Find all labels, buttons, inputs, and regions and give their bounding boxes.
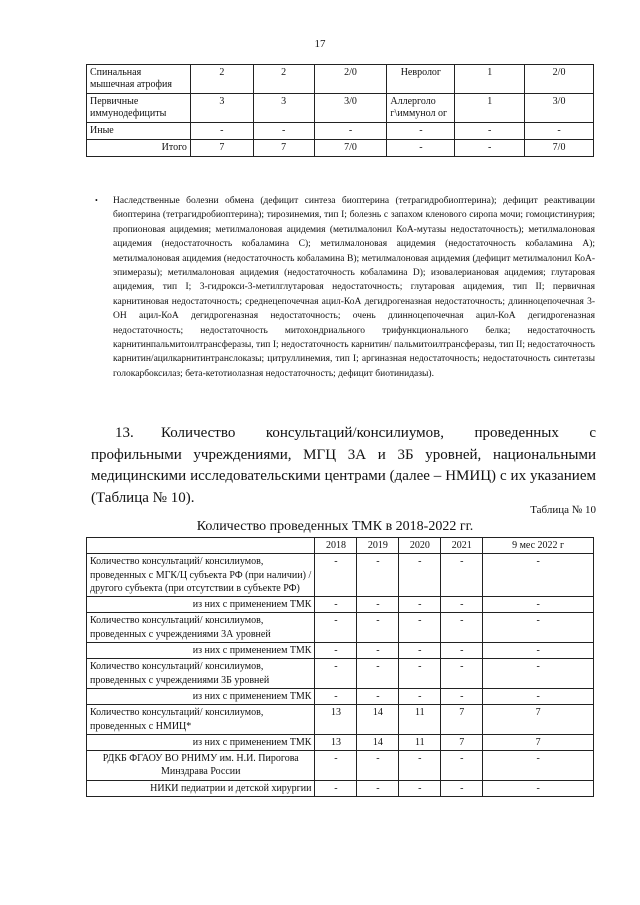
table-row [87, 597, 594, 613]
cell-value: - [315, 643, 357, 659]
table-row [87, 659, 594, 689]
row-label: РДКБ ФГАОУ ВО РНИМУ им. Н.И. Пирогова Минздрава России [87, 751, 315, 781]
table-header-row [87, 538, 594, 554]
section-number: 13. [115, 425, 134, 441]
cell-value: - [441, 613, 483, 643]
cell-value: 3 [190, 94, 253, 123]
cell-value: - [441, 643, 483, 659]
row-label: Количество консультаций/ консилиумов, проведенных с НМИЦ* [87, 705, 315, 735]
row-label: Количество консультаций/ консилиумов, проведенных с МГК/Ц субъекта РФ (при наличии) / другого субъекта (при отсутствии в субъекте РФ) [87, 554, 315, 597]
cell-value: 7 [483, 705, 594, 735]
column-header: 2021 [441, 538, 483, 554]
cell-value: 13 [315, 705, 357, 735]
cell-value: - [357, 780, 399, 796]
cell-value: Невролог [387, 65, 455, 94]
cell-value: - [399, 643, 441, 659]
cell-value: 3/0 [314, 94, 387, 123]
table-row [87, 140, 594, 157]
cell-value: - [483, 688, 594, 704]
cell-value: - [525, 123, 594, 140]
cell-value: 2 [190, 65, 253, 94]
cell-value: - [315, 780, 357, 796]
column-header: 9 мес 2022 г [483, 538, 594, 554]
cell-value: - [441, 659, 483, 689]
cell-value: - [399, 613, 441, 643]
cell-value: - [483, 554, 594, 597]
column-header: 2018 [315, 538, 357, 554]
cell-value: - [315, 554, 357, 597]
table-row [87, 613, 594, 643]
cell-value: - [190, 123, 253, 140]
cell-value: 3 [253, 94, 314, 123]
cell-value: 7 [253, 140, 314, 157]
cell-value: - [399, 659, 441, 689]
cell-value: - [357, 554, 399, 597]
cell-value: - [314, 123, 387, 140]
cell-value: - [387, 123, 455, 140]
cell-value: - [357, 659, 399, 689]
table-row [87, 94, 594, 123]
cell-value: 7 [441, 705, 483, 735]
cell-value: - [387, 140, 455, 157]
row-label: Спинальная мышечная атрофия [87, 65, 191, 94]
cell-value: - [357, 613, 399, 643]
page-number: 17 [314, 38, 326, 50]
cell-value: 7 [483, 734, 594, 750]
cell-value: - [483, 780, 594, 796]
cell-value: 2/0 [525, 65, 594, 94]
row-label: Итого [87, 140, 191, 157]
row-label: из них с применением ТМК [87, 643, 315, 659]
column-header: 2019 [357, 538, 399, 554]
cell-value: Аллерголо г\иммунол ог [387, 94, 455, 123]
cell-value: 7 [190, 140, 253, 157]
cell-value: - [399, 751, 441, 781]
cell-value: 7/0 [525, 140, 594, 157]
cell-value: - [483, 751, 594, 781]
table-row [87, 554, 594, 597]
cell-value: 1 [455, 94, 525, 123]
cell-value: - [399, 688, 441, 704]
cell-value: - [315, 597, 357, 613]
cell-value: - [441, 780, 483, 796]
row-label: НИКИ педиатрии и детской хирургии [87, 780, 315, 796]
row-label: из них с применением ТМК [87, 597, 315, 613]
column-header [87, 538, 315, 554]
cell-value: - [399, 597, 441, 613]
row-label: Количество консультаций/ консилиумов, проведенных с учреждениями 3А уровней [87, 613, 315, 643]
row-label: из них с применением ТМК [87, 734, 315, 750]
diseases-table-continued [86, 64, 594, 157]
cell-value: 7 [441, 734, 483, 750]
cell-value: - [315, 688, 357, 704]
cell-value: - [441, 597, 483, 613]
cell-value: 11 [399, 734, 441, 750]
cell-value: - [357, 597, 399, 613]
row-label: Первичные иммунодефициты [87, 94, 191, 123]
cell-value: 7/0 [314, 140, 387, 157]
table-row [87, 751, 594, 781]
cell-value: 13 [315, 734, 357, 750]
table-row [87, 705, 594, 735]
section-text: Количество консультаций/консилиумов, проведенных с профильными учреждениями, МГЦ 3А и 3Б уровней, национальными медицинскими исследовательскими центрами (далее – НМИЦ) с их указанием (Таблица № 10). [91, 425, 596, 506]
table-title: Количество проведенных ТМК в 2018-2022 гг. [196, 519, 474, 534]
cell-value: - [483, 659, 594, 689]
footnote-text: Наследственные болезни обмена (дефицит синтеза биоптерина (тетрагидробиоптерина); дефицит реактивации биоптерина (тетрагидробиоптерина); тирозинемия, тип I; болезнь с запахом кленового сиропа мочи; гомоцистинурия; пропионовая ацидемия; метилмалоновая ацидемия (метилмалонил КоА-мутазы недостаточность); метилмалоновая ацидемия (недостаточность кобаламина С); метилмалоновая ацидемия (недостаточность кобаламина А); метилмалоновая ацидемия (недостаточность кобаламина В); метилмалоновая ацидемия (дефицит метилмалонил КоА-эпимеразы); метилмалоновая ацидемия (недостаточность кобаламина D); изовалериановая ацидемия; глутаровая ацидемия, тип I; 3-гидрокси-3-метилглутаровая недостаточность; глутаровая ацидемия, тип II; первичная карнитиновая недостаточность; среднецепочечная ацил-КоА дегидрогеназная недостаточность; длинноцепочечная 3-ОН ацил-КоА дегидрогеназная недостаточность; очень длинноцепочечная ацил-КоА дегидрогеназная недостаточность; недостаточность митохондриального трифункционального белка; недостаточность карнитинпальмитоилтрансферазы, тип I; недостаточность карнитин/ пальмитоилтрансферазы, тип II; недостаточность карнитин/ацилкарнитинтранслоказы; цитруллинемия, тип I; аргиназная недостаточность; недостаточность синтетазы голокарбоксилаз; бета-кетотиолазная недостаточность; дефицит биотинидазы). [113, 196, 595, 379]
cell-value: - [455, 140, 525, 157]
cell-value: 11 [399, 705, 441, 735]
table-row [87, 688, 594, 704]
cell-value: - [315, 659, 357, 689]
cell-value: - [441, 688, 483, 704]
cell-value: - [399, 780, 441, 796]
cell-value: - [483, 643, 594, 659]
row-label: Количество консультаций/ консилиумов, проведенных с учреждениями 3Б уровней [87, 659, 315, 689]
tmk-consultations-table [86, 537, 594, 797]
column-header: 2020 [399, 538, 441, 554]
cell-value: - [483, 597, 594, 613]
cell-value: - [253, 123, 314, 140]
cell-value: 14 [357, 705, 399, 735]
cell-value: - [483, 613, 594, 643]
table-row [87, 780, 594, 796]
bullet-marker: • [95, 196, 98, 205]
row-label: Иные [87, 123, 191, 140]
cell-value: 3/0 [525, 94, 594, 123]
cell-value: - [357, 751, 399, 781]
cell-value: 2/0 [314, 65, 387, 94]
cell-value: - [315, 751, 357, 781]
table-label: Таблица № 10 [530, 504, 596, 516]
section-heading [91, 423, 596, 509]
cell-value: - [399, 554, 441, 597]
cell-value: 1 [455, 65, 525, 94]
cell-value: - [315, 613, 357, 643]
row-label: из них с применением ТМК [87, 688, 315, 704]
table-row [87, 643, 594, 659]
cell-value: - [441, 751, 483, 781]
table-row [87, 734, 594, 750]
cell-value: - [455, 123, 525, 140]
cell-value: 2 [253, 65, 314, 94]
cell-value: - [357, 643, 399, 659]
table-row [87, 65, 594, 94]
cell-value: - [357, 688, 399, 704]
table-row [87, 123, 594, 140]
cell-value: 14 [357, 734, 399, 750]
cell-value: - [441, 554, 483, 597]
